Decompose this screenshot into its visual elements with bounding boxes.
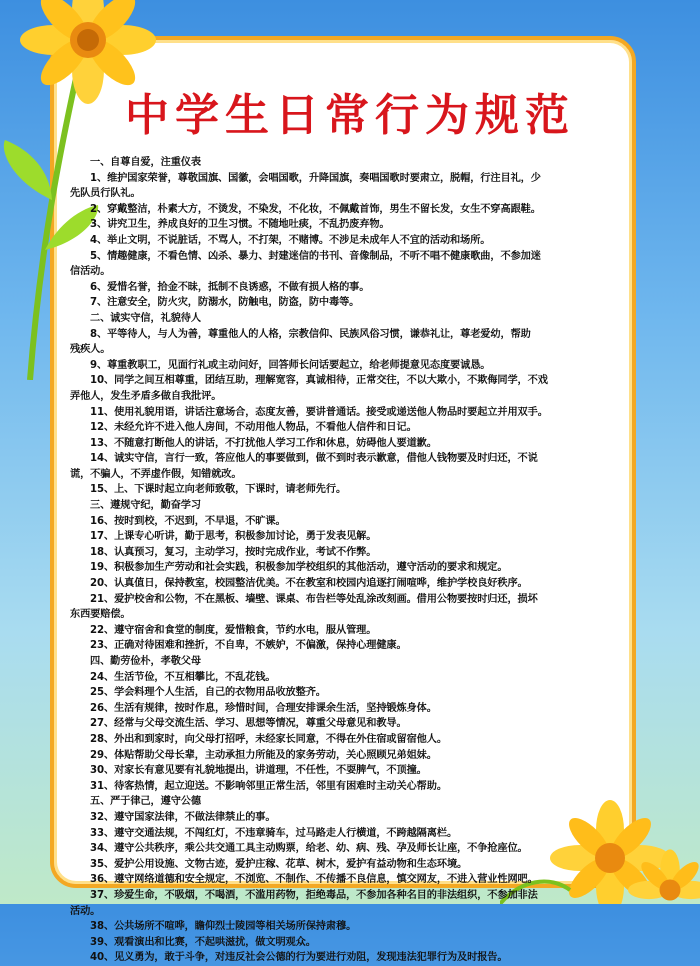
rule-line: 30、对家长有意见要有礼貌地提出，讲道理，不任性，不耍脾气，不顶撞。 xyxy=(90,765,427,777)
rule-line: 40、见义勇为，敢于斗争，对违反社会公德的行为要进行劝阻，发现违法犯罪行为及时报告。 xyxy=(90,952,508,964)
rule-line: 29、体贴帮助父母长辈，主动承担力所能及的家务劳动，关心照顾兄弟姐妹。 xyxy=(90,749,437,761)
rules-list xyxy=(70,155,612,966)
rule-line: 19、积极参加生产劳动和社会实践，积极参加学校组织的其他活动，遵守活动的要求和规定。 xyxy=(90,562,508,574)
rule-line: 35、爱护公用设施、文物古迹，爱护庄稼、花草、树木，爱护有益动物和生态环境。 xyxy=(90,858,468,870)
rule-line: 36、遵守网络道德和安全规定，不浏览、不制作、不传播不良信息，慎交网友，不进入营业性网吧。 xyxy=(90,874,538,886)
rule-line: 39、观看演出和比赛，不起哄滋扰，做文明观众。 xyxy=(90,936,316,948)
section-heading: 二、诚实守信，礼貌待人 xyxy=(90,312,201,324)
rule-line: 26、生活有规律，按时作息，珍惜时间，合理安排课余生活，坚持锻炼身体。 xyxy=(90,702,437,714)
rule-line: 谎，不骗人，不弄虚作假，知错就改。 xyxy=(70,468,242,480)
rule-line: 34、遵守公共秩序，乘公共交通工具主动购票，给老、幼、病、残、孕及师长让座，不争抢座位。 xyxy=(90,843,528,855)
rule-line: 15、上、下课时起立向老师致敬，下课时，请老师先行。 xyxy=(90,484,347,496)
rule-line: 活动。 xyxy=(70,905,101,917)
rule-line: 27、经常与父母交流生活、学习、思想等情况，尊重父母意见和教导。 xyxy=(90,718,407,730)
rule-line: 17、上课专心听讲，勤于思考，积极参加讨论，勇于发表见解。 xyxy=(90,531,377,543)
rule-line: 38、公共场所不喧哗，瞻仰烈士陵园等相关场所保持肃穆。 xyxy=(90,921,357,933)
page-title: 中学生日常行为规范 xyxy=(125,90,575,142)
rule-line: 22、遵守宿舍和食堂的制度，爱惜粮食，节约水电，服从管理。 xyxy=(90,624,377,636)
rule-line: 31、待客热情，起立迎送。不影响邻里正常生活，邻里有困难时主动关心帮助。 xyxy=(90,780,447,792)
rule-line: 11、使用礼貌用语，讲话注意场合，态度友善，要讲普通话。接受或递送他人物品时要起立并用双手。 xyxy=(90,406,548,418)
section-heading: 五、严于律己，遵守公德 xyxy=(90,796,201,808)
rule-line: 33、遵守交通法规，不闯红灯，不违章骑车，过马路走人行横道，不跨越隔离栏。 xyxy=(90,827,458,839)
rule-line: 20、认真值日，保持教室，校园整洁优美。不在教室和校园内追逐打闹喧哗，维护学校良好秩序。 xyxy=(90,578,528,590)
rule-line: 9、尊重教职工，见面行礼或主动问好，回答师长问话要起立，给老师提意见态度要诚恳。 xyxy=(90,359,491,371)
rule-line: 16、按时到校，不迟到，不早退，不旷课。 xyxy=(90,515,286,527)
rule-line: 2、穿戴整洁，朴素大方，不烫发，不染发，不化妆，不佩戴首饰，男生不留长发，女生不穿高跟鞋。 xyxy=(90,203,541,215)
rule-line: 5、情趣健康，不看色情、凶杀、暴力、封建迷信的书刊、音像制品，不听不唱不健康歌曲，不参加迷 xyxy=(90,250,541,262)
rule-line: 残疾人。 xyxy=(70,344,111,356)
rule-line: 21、爱护校舍和公物，不在黑板、墙壁、课桌、布告栏等处乱涂改刻画。借用公物要按时归还，损坏 xyxy=(90,593,538,605)
rule-line: 23、正确对待困难和挫折，不自卑，不嫉妒，不偏激，保持心理健康。 xyxy=(90,640,407,652)
rule-line: 信活动。 xyxy=(70,266,111,278)
rule-line: 弄他人，发生矛盾多做自我批评。 xyxy=(70,390,222,402)
rule-line: 28、外出和到家时，向父母打招呼，未经家长同意，不得在外住宿或留宿他人。 xyxy=(90,733,447,745)
section-heading: 一、自尊自爱，注重仪表 xyxy=(90,157,201,168)
rule-line: 7、注意安全，防火灾，防溺水，防触电，防盗，防中毒等。 xyxy=(90,297,360,309)
rule-line: 37、珍爱生命，不吸烟，不喝酒，不滥用药物，拒绝毒品，不参加各种名目的非法组织，不参加非法 xyxy=(90,889,538,901)
rule-line: 14、诚实守信，言行一致，答应他人的事要做到，做不到时表示歉意，借他人钱物要及时归还，不说 xyxy=(90,453,538,465)
rule-line: 13、不随意打断他人的讲话，不打扰他人学习工作和休息，妨碍他人要道歉。 xyxy=(90,437,437,449)
section-heading: 三、遵规守纪，勤奋学习 xyxy=(90,500,201,512)
rule-line: 32、遵守国家法律，不做法律禁止的事。 xyxy=(90,811,276,823)
rule-line: 6、爱惜名誉，拾金不昧，抵制不良诱惑，不做有损人格的事。 xyxy=(90,281,370,293)
rule-line: 24、生活节俭，不互相攀比，不乱花钱。 xyxy=(90,671,276,683)
rule-line: 3、讲究卫生，养成良好的卫生习惯。不随地吐痰，不乱扔废弃物。 xyxy=(90,219,390,231)
rule-line: 4、举止文明，不说脏话，不骂人，不打架，不赌博。不涉足未成年人不宜的活动和场所。 xyxy=(90,234,491,246)
rule-line: 12、未经允许不进入他人房间，不动用他人物品，不看他人信件和日记。 xyxy=(90,422,417,434)
rule-line: 东西要赔偿。 xyxy=(70,609,131,621)
section-heading: 四、勤劳俭朴，孝敬父母 xyxy=(90,656,201,667)
rule-line: 18、认真预习，复习，主动学习，按时完成作业，考试不作弊。 xyxy=(90,546,377,558)
rule-line: 25、学会料理个人生活，自己的衣物用品收放整齐。 xyxy=(90,687,326,699)
rule-line: 1、维护国家荣誉，尊敬国旗、国徽，会唱国歌，升降国旗，奏唱国歌时要肃立，脱帽，行注目礼，少 xyxy=(90,172,541,184)
rule-line: 8、平等待人，与人为善，尊重他人的人格，宗教信仰、民族风俗习惯，谦恭礼让，尊老爱幼，帮助 xyxy=(90,328,531,340)
rule-line: 10、同学之间互相尊重，团结互助，理解宽容，真诚相待，正常交往，不以大欺小，不欺侮同学，不戏 xyxy=(90,375,548,387)
rule-line: 先队员行队礼。 xyxy=(70,188,141,200)
